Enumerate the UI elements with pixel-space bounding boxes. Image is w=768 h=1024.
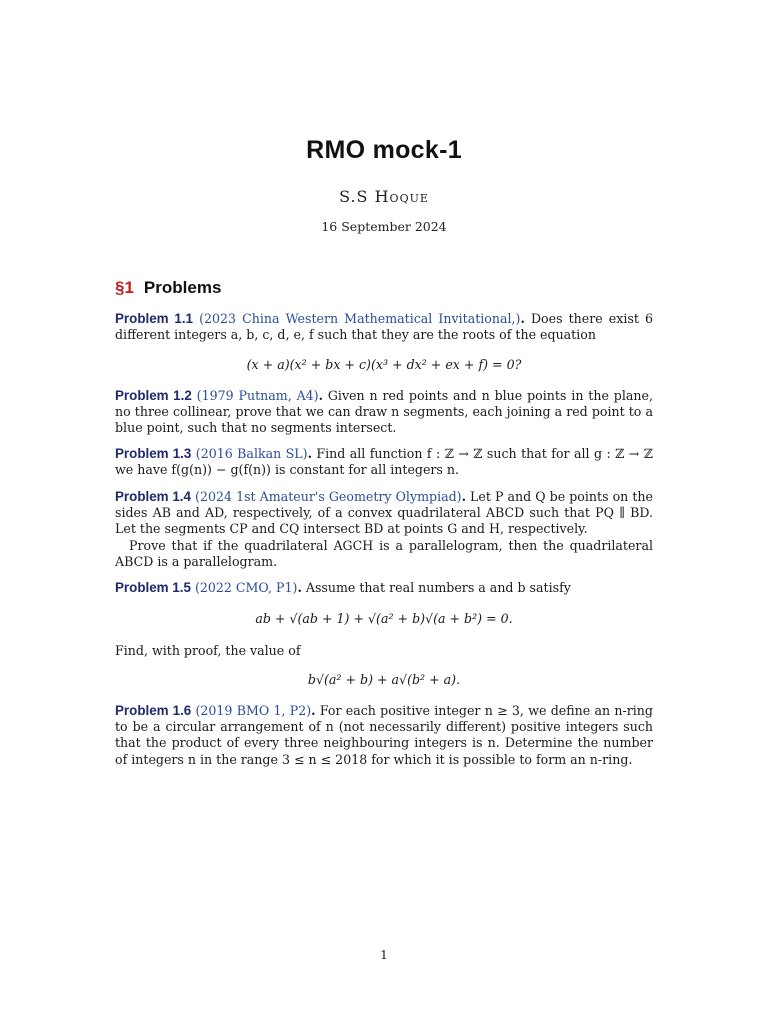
document-author: S.S Hoque xyxy=(339,187,429,206)
problem-1-1: Problem 1.1 (2023 China Western Mathematical Invitational,). Does there exist 6 different integers a, b, c, d, e, f such that they are the roots of the equation xyxy=(115,311,653,343)
document-title: RMO mock-1 xyxy=(306,136,462,164)
problem-1-5: Problem 1.5 (2022 CMO, P1). Assume that real numbers a and b satisfy xyxy=(115,580,571,595)
problem-text-continued: Prove that if the quadrilateral AGCH is a parallelogram, then the quadrilateral ABCD is a parallelogram. xyxy=(115,537,653,569)
section-number: §1 xyxy=(115,278,134,297)
problem-label: Problem 1.3 xyxy=(115,446,192,461)
problem-1-5-followup: Find, with proof, the value of xyxy=(115,643,301,658)
page-number: 1 xyxy=(380,947,388,962)
section-title: Problems xyxy=(143,278,222,297)
problem-label: Problem 1.1 xyxy=(115,311,193,326)
problem-source: (2022 CMO, P1) xyxy=(194,580,298,595)
problem-text: Let P and Q be points on the sides AB and AD, respectively, of a convex quadrilateral ABCD such that PQ ∥ BD. Let the segments CP and CQ intersect BD at points G and H, respectively. xyxy=(115,489,653,537)
problem-label: Problem 1.4 xyxy=(115,489,191,504)
problem-1-6: Problem 1.6 (2019 BMO 1, P2). For each positive integer n ≥ 3, we define an n-ring to be a circular arrangement of n (not necessarily different) positive integers such that the product of every three neighbouring integers is n. Determine the number of integers n in the range 3 ≤ n ≤ 2018 for which it is possible to form an n-ring. xyxy=(115,703,653,767)
problem-label: Problem 1.5 xyxy=(115,580,191,595)
problem-text: Does there exist 6 different integers a, b, c, d, e, f such that they are the roots of the equation xyxy=(115,311,653,343)
problem-source: (2024 1st Amateur's Geometry Olympiad) xyxy=(195,489,462,504)
problem-1-5-expression: b√(a² + b) + a√(b² + a). xyxy=(307,672,461,687)
problem-source: (1979 Putnam, A4) xyxy=(196,388,319,403)
problem-1-3: Problem 1.3 (2016 Balkan SL). Find all function f : ℤ → ℤ such that for all g : ℤ → ℤ we have f(g(n)) − g(f(n)) is constant for all integers n. xyxy=(115,446,653,478)
problem-label: Problem 1.2 xyxy=(115,388,192,403)
document-date: 16 September 2024 xyxy=(321,219,447,234)
problem-text: For each positive integer n ≥ 3, we define an n-ring to be a circular arrangement of n (not necessarily different) positive integers such that the product of every three neighbouring integers is n. Determine the number of integers n in the range 3 ≤ n ≤ 2018 for which it is possible to form an n-ring. xyxy=(115,703,653,767)
problem-1-4: Problem 1.4 (2024 1st Amateur's Geometry Olympiad). Let P and Q be points on the sides AB and AD, respectively, of a convex quadrilateral ABCD such that PQ ∥ BD. Let the segments CP and CQ intersect BD at points G and H, respectively. Prove that if the quadrilateral AGCH is a parallelogram, then the quadrilateral ABCD is a parallelogram. xyxy=(115,489,653,569)
problem-1-5-equation: ab + √(ab + 1) + √(a² + b)√(a + b²) = 0. xyxy=(255,611,513,626)
problem-text: Find all function f : ℤ → ℤ such that for all g : ℤ → ℤ we have f(g(n)) − g(f(n)) is constant for all integers n. xyxy=(115,446,653,478)
problem-1-1-equation: (x + a)(x² + bx + c)(x³ + dx² + ex + f) = 0? xyxy=(246,357,522,372)
problem-source: (2019 BMO 1, P2) xyxy=(195,703,312,718)
problem-label: Problem 1.6 xyxy=(115,703,192,718)
problem-text: Assume that real numbers a and b satisfy xyxy=(305,580,571,595)
problem-source: (2016 Balkan SL) xyxy=(195,446,308,461)
problem-text: Given n red points and n blue points in the plane, no three collinear, prove that we can draw n segments, each joining a red point to a blue point, such that no segments intersect. xyxy=(115,388,653,436)
section-heading xyxy=(115,278,221,298)
problem-source: (2023 China Western Mathematical Invitational,) xyxy=(199,311,521,326)
problem-1-2: Problem 1.2 (1979 Putnam, A4). Given n red points and n blue points in the plane, no three collinear, prove that we can draw n segments, each joining a red point to a blue point, such that no segments intersect. xyxy=(115,388,653,436)
